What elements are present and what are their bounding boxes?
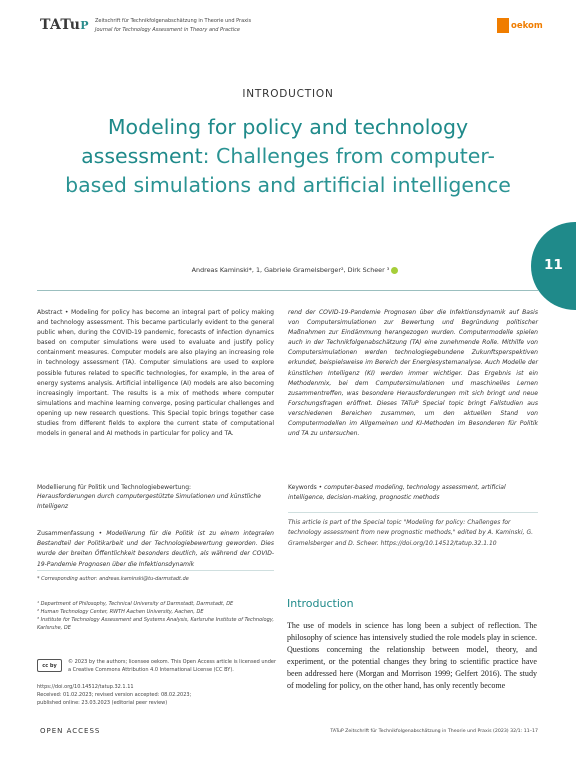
page-footer: TATuP Zeitschrift für Technikfolgenabschätzung in Theorie und Praxis (2023) 32/1: 11–17 — [330, 729, 538, 734]
zusammenfassung-label: Zusammenfassung • — [37, 530, 103, 537]
journal-title-english: Journal for Technology Assessment in Theory and Practice — [95, 27, 241, 33]
divider — [37, 290, 538, 291]
zusammenfassung-continued: rend der COVID-19-Pandemie Prognosen über die Infektionsdynamik auf Basis von Computersimulationen zur Bewertung und Begründung politischer Maßnahmen zur Eindämmung herangezogen wurden. Computermodelle spielen auch in der Technikfolgenabschätzung (TA) eine zunehmende Rolle. Mithilfe von Computersimulationen werden technologiegebundene Zukunftsperspektiven erkundet, beispielsweise im Bereich der Energiesystemanalyse. Auch Modelle der künstlichen Intelligenz (KI) werden immer wichtiger. Das Ergebnis ist ein Methodenmix, bei dem Computersimulationen und maschinelles Lernen zusammentreffen, was besondere Herausforderungen mit sich bringt und neue Forschungsfragen eröffnet. Dieses TATuP Special topic bringt Fallstudien aus verschiedenen Bereichen zusammen, um den aktuellen Stand von Computermodellen im Allgemeinen und KI-Methoden im Besonderen für Politik und TA zu untersuchen. — [288, 309, 538, 438]
german-subtitle: Herausforderungen durch computergestützte Simulationen und künstliche Intelligenz — [37, 493, 261, 510]
footnote-divider — [37, 570, 274, 571]
open-access-badge — [40, 727, 100, 735]
abstract-label: Abstract • — [37, 309, 69, 316]
german-title: Modellierung für Politik und Technologiebewertung: — [37, 484, 192, 491]
section-label: INTRODUCTION — [242, 88, 334, 100]
zusammenfassung: Zusammenfassung • Modellierung für die Politik ist zu einem integralen Bestandteil der Politikarbeit und der Technologiebewertung geworden. Dies wurde der breiten Öffentlichkeit besonders deutlich, als während der COVID-19-Pandemie Prognosen über die Infektionsdynamik — [37, 530, 274, 568]
title-subtitle: : Challenges from computer-based simulations and artificial intelligence — [65, 144, 511, 197]
oekom-square-icon — [497, 18, 509, 33]
abstract — [37, 308, 274, 439]
orcid-icon[interactable] — [391, 267, 398, 274]
title-main: Modeling for policy and technology assessment — [81, 115, 469, 168]
article-title — [60, 113, 516, 200]
journal-title-german: Zeitschrift für Technikfolgenabschätzung in Theorie und Praxis — [95, 18, 252, 24]
license-text: © 2023 by the authors; licensee oekom. This Open Access article is licensed under a Creative Commons Attribution 4.0 International License (CC BY). — [68, 659, 277, 674]
keywords-label: Keywords • — [288, 484, 323, 491]
keywords: Keywords • computer-based modeling, technology assessment, artificial intelligence, decision-making, prognostic methods — [288, 484, 506, 501]
divider — [288, 512, 538, 513]
introduction-text: The use of models in science has long been a subject of reflection. The philosophy of science has intensively studied the role models play in science. Questions concerning the relationship between model, theory, and experiment, or the potential changes they bring to scientific practice have been addressed here (Morgan and Morrison 1999; Gelfert 2016). The study of modeling for policy, on the other hand, has only recently become — [287, 621, 537, 690]
introduction-heading: Introduction — [287, 597, 354, 610]
abstract-text: Modeling for policy has become an integral part of policy making and technology assessment. This became particularly evident to the general public when, during the COVID-19 pandemic, forecasts of infection dynamics based on computer simulations were used to evaluate and justify policy containment measures. Computer models are also playing an increasing role in technology assessment (TA). Computer simulations are used to explore possible futures related to specific technologies, for example, in the area of energy systems analysis. Artificial intelligence (AI) models are also becoming increasingly important. The results is a mix of methods where computer simulations and machine learning converge, posing particular challenges and opening up new research questions. This Special topic brings together case studies from different fields to explore the current state of computational models in general and AI methods in particular for policy and TA. — [37, 309, 274, 438]
publisher-logo: oekom — [497, 18, 543, 33]
journal-logo: TATuP — [40, 17, 89, 33]
page-number: 11 — [544, 257, 563, 273]
affiliations: ¹ Department of Philosophy, Technical University of Darmstadt, Darmstadt, DE ² Human Technology Center, RWTH Aachen University, Aachen, DE ³ Institute for Technology Assessment and Systems Analysis, Karlsruhe Institute of Technology, Karlsruhe, DE — [37, 601, 274, 631]
author-line: Andreas Kaminski*, 1, Gabriele Gramelsberger², Dirk Scheer ³ — [170, 266, 420, 274]
open-access-text: OPEN ACCESS — [40, 727, 101, 735]
cc-by-badge[interactable]: cc by — [37, 659, 62, 672]
publication-dates: https://doi.org/10.14512/tatup.32.1.11 Received: 01.02.2023; revised version accepted: 08.02.2023; published online: 23.03.2023 (editorial peer review) — [37, 683, 267, 707]
doi-link[interactable]: https://doi.org/10.14512/tatup.32.1.11 — [37, 684, 134, 690]
corresponding-author[interactable]: * Corresponding author: andreas.kaminski@tu-darmstadt.de — [37, 576, 189, 582]
special-topic-note: This article is part of the Special topic "Modeling for policy: Challenges for technology assessment from new prognostic methods," edited by A. Kaminski, G. Gramelsberger and D. Scheer. https://doi.org/10.14512/tatup.32.1.10 — [288, 519, 534, 547]
